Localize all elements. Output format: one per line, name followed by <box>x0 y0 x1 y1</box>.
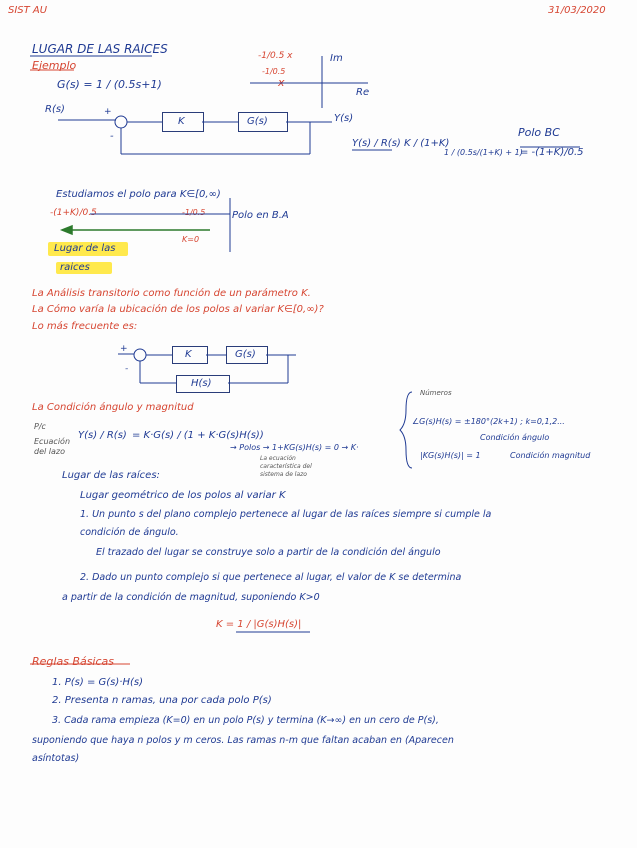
d2-block-k-label: K <box>185 349 192 360</box>
cond-eq-rhs: = K·G(s) / (1 + K·G(s)H(s)) <box>132 430 264 441</box>
lugar-item-5: a partir de la condición de magnitud, suponiendo K>0 <box>62 592 320 603</box>
rule-4: suponiendo que haya n polos y m ceros. Las ramas n-m que faltan acaban en (Aparecen <box>32 735 454 746</box>
rule-2: 2. Presenta n ramas, una por cada polo P(s) <box>52 695 272 706</box>
cl-rhs1: K / (1+K) <box>404 138 450 149</box>
lugar-section: Lugar de las raíces: <box>62 470 160 481</box>
cond-side-2: Ecuación <box>34 437 71 446</box>
cl-pole-value: = -(1+K)/0.5 <box>520 147 584 158</box>
d2-block-h-label: H(s) <box>191 378 212 389</box>
d1-sum-junction <box>115 116 127 128</box>
header-left: SIST AU <box>8 5 48 16</box>
lugar-item-2: condición de ángulo. <box>80 527 179 538</box>
cond-polos: → Polos → 1+KG(s)H(s) = 0 → K· <box>230 443 359 452</box>
sum-minus: - <box>110 131 114 142</box>
cond-note-3: sistema de lazo <box>260 471 307 478</box>
cond-note-2: característica del <box>260 463 312 470</box>
lugar-item-1: 1. Un punto s del plano complejo pertenece al lugar de las raíces siempre si cumple la <box>80 509 492 520</box>
cl-rhs2: 1 / (0.5s/(1+K) + 1) <box>444 148 523 157</box>
d2-block-g-label: G(s) <box>235 349 256 360</box>
stability-mid: -1/0.5 <box>182 208 206 217</box>
cond-angle-label: Condición ángulo <box>480 433 550 442</box>
plot-top-tag: -1/0.5 x <box>258 51 293 61</box>
lugar-label-1: Lugar de las <box>54 243 116 254</box>
cond-note-1: La ecuación <box>260 455 296 462</box>
d2-minus: - <box>125 364 129 374</box>
green-arrowhead <box>62 226 72 234</box>
cond-mag: |KG(s)H(s)| = 1 <box>420 451 481 460</box>
transfer-function: G(s) = 1 / (0.5s+1) <box>57 78 162 91</box>
lugar-label-2: raices <box>60 262 90 273</box>
d2-plus: + <box>120 344 128 354</box>
cond-mag-label: Condición magnitud <box>510 451 591 460</box>
bullet-3: Lo más frecuente es: <box>32 321 138 332</box>
cond-side-3: del lazo <box>34 447 65 456</box>
conditions-heading: La Condición ángulo y magnitud <box>32 402 194 413</box>
header-date: 31/03/2020 <box>548 5 606 16</box>
plot-pole-label: -1/0.5 <box>262 67 286 76</box>
rule-3: 3. Cada rama empieza (K=0) en un polo P(s) y termina (K→∞) en un cero de P(s), <box>52 715 439 726</box>
lugar-item-3: El trazado del lugar se construye solo a partir de la condición del ángulo <box>96 547 441 558</box>
cond-eq-lhs: Y(s) / R(s) <box>78 430 127 441</box>
rule-1: 1. P(s) = G(s)·H(s) <box>52 677 143 688</box>
plot-axis-im: Im <box>330 53 343 64</box>
cond-brace <box>400 392 412 468</box>
bullet-1: La Análisis transitorio como función de un parámetro K. <box>32 288 311 299</box>
plot-axis-re: Re <box>356 87 370 98</box>
stability-mid2: K=0 <box>182 235 200 244</box>
block-k-label: K <box>178 116 185 127</box>
bullet-2: La Cómo varía la ubicación de los polos al variar K∈[0,∞)? <box>32 304 324 315</box>
cond-angle: ∠G(s)H(s) = ±180°(2k+1) ; k=0,1,2... <box>412 417 565 426</box>
rule-5: asíntotas) <box>32 753 80 764</box>
stability-left: -(1+K)/0.5 <box>50 208 97 218</box>
sum-plus: + <box>104 107 112 117</box>
block-g-label: G(s) <box>247 116 268 127</box>
lugar-def: Lugar geométrico de los polos al variar K <box>80 490 286 501</box>
cond-side-1: P/c <box>34 422 46 431</box>
cond-brace-top: Números <box>420 389 452 397</box>
lugar-item-4: 2. Dado un punto complejo si que pertenece al lugar, el valor de K se determina <box>80 572 462 583</box>
example-heading: Ejemplo <box>32 59 77 72</box>
page-title: LUGAR DE LAS RAICES <box>32 42 168 56</box>
cl-pole-label: Polo BC <box>518 126 560 139</box>
stability-right: Polo en B.A <box>232 210 289 221</box>
output-label: Y(s) <box>334 113 354 124</box>
input-label: R(s) <box>45 104 65 115</box>
d2-sum-junction <box>134 349 146 361</box>
plot-pole-marker: x <box>278 76 285 89</box>
k-formula: K = 1 / |G(s)H(s)| <box>216 619 302 630</box>
stability-line: Estudiamos el polo para K∈[0,∞) <box>56 189 221 200</box>
cl-lhs: Y(s) / R(s) <box>352 138 401 149</box>
rules-heading: Reglas Básicas <box>32 655 115 668</box>
